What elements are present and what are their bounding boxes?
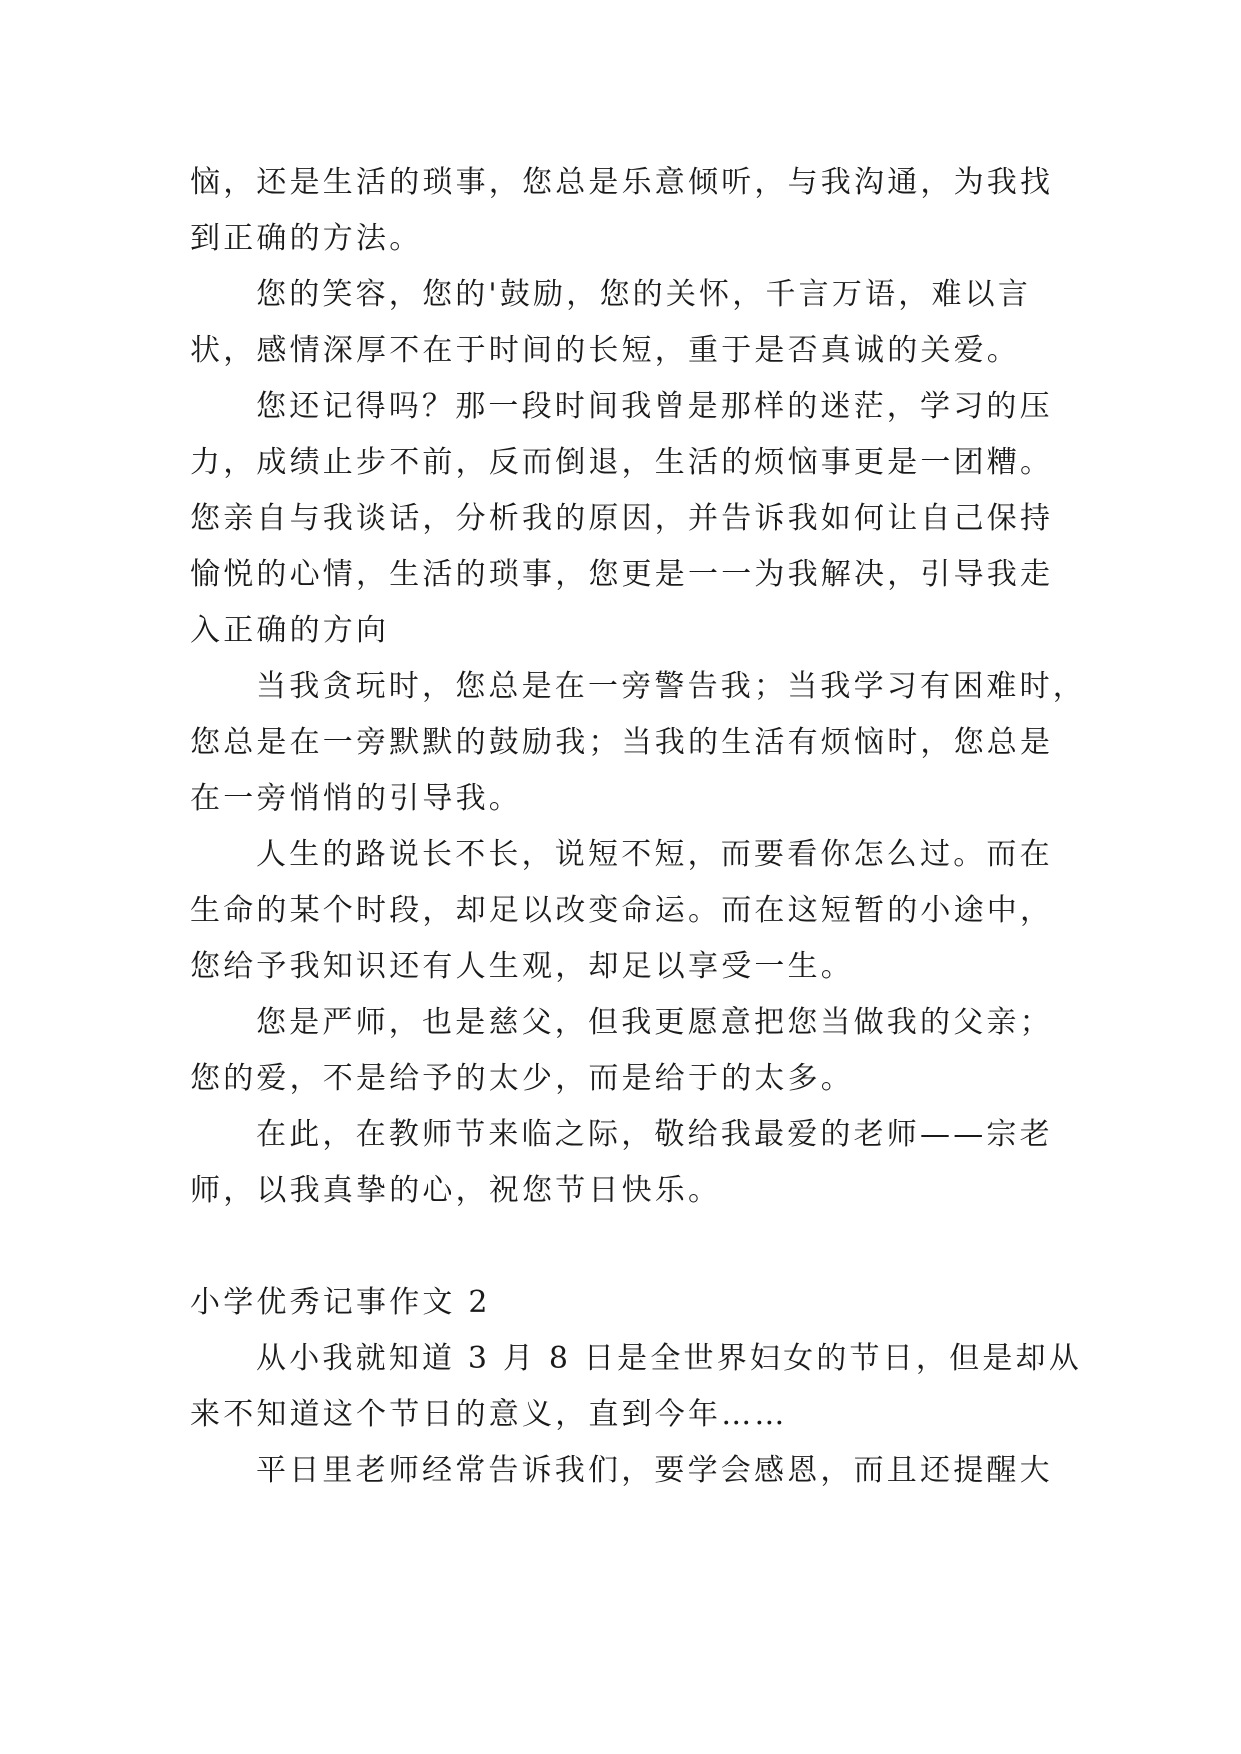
body-text-line: 您给予我知识还有人生观，却足以享受一生。 [190, 949, 854, 984]
body-text-line: 愉悦的心情，生活的琐事，您更是一一为我解决，引导我走 [190, 557, 1054, 592]
body-text-line: 在一旁悄悄的引导我。 [190, 781, 522, 816]
paragraph-first-line: 您还记得吗？那一段时间我曾是那样的迷茫，学习的压 [256, 389, 1053, 424]
paragraph-first-line: 您的笑容，您的'鼓励，您的关怀，千言万语，难以言 [256, 277, 1032, 312]
body-text-line: 您亲自与我谈话，分析我的原因，并告诉我如何让自己保持 [190, 501, 1054, 536]
paragraph-first-line: 平日里老师经常告诉我们，要学会感恩，而且还提醒大 [256, 1453, 1053, 1488]
paragraph-first-line: 从小我就知道 3 月 8 日是全世界妇女的节日，但是却从 [256, 1341, 1082, 1376]
body-text-line: 状，感情深厚不在于时间的长短，重于是否真诚的关爱。 [190, 333, 1020, 368]
paragraph-first-line: 人生的路说长不长，说短不短，而要看你怎么过。而在 [256, 837, 1053, 872]
body-text-line: 力，成绩止步不前，反而倒退，生活的烦恼事更是一团糟。 [190, 445, 1054, 480]
body-text-line: 到正确的方法。 [190, 221, 423, 256]
paragraph-first-line: 您是严师，也是慈父，但我更愿意把您当做我的父亲； [256, 1005, 1053, 1040]
body-text-line: 师，以我真挚的心，祝您节日快乐。 [190, 1173, 722, 1208]
paragraph-first-line: 当我贪玩时，您总是在一旁警告我；当我学习有困难时， [256, 669, 1086, 704]
body-text-line: 您总是在一旁默默的鼓励我；当我的生活有烦恼时，您总是 [190, 725, 1054, 760]
body-text-line: 入正确的方向 [190, 613, 390, 648]
body-text-line: 生命的某个时段，却足以改变命运。而在这短暂的小途中， [190, 893, 1054, 928]
body-text-line: 您的爱，不是给予的太少，而是给于的太多。 [190, 1061, 854, 1096]
paragraph-first-line: 在此，在教师节来临之际，敬给我最爱的老师——宗老 [256, 1117, 1053, 1152]
body-text-line: 恼，还是生活的琐事，您总是乐意倾听，与我沟通，为我找 [190, 165, 1054, 200]
body-text-line: 来不知道这个节日的意义，直到今年…… [190, 1397, 788, 1432]
section-heading: 小学优秀记事作文 2 [190, 1285, 491, 1320]
